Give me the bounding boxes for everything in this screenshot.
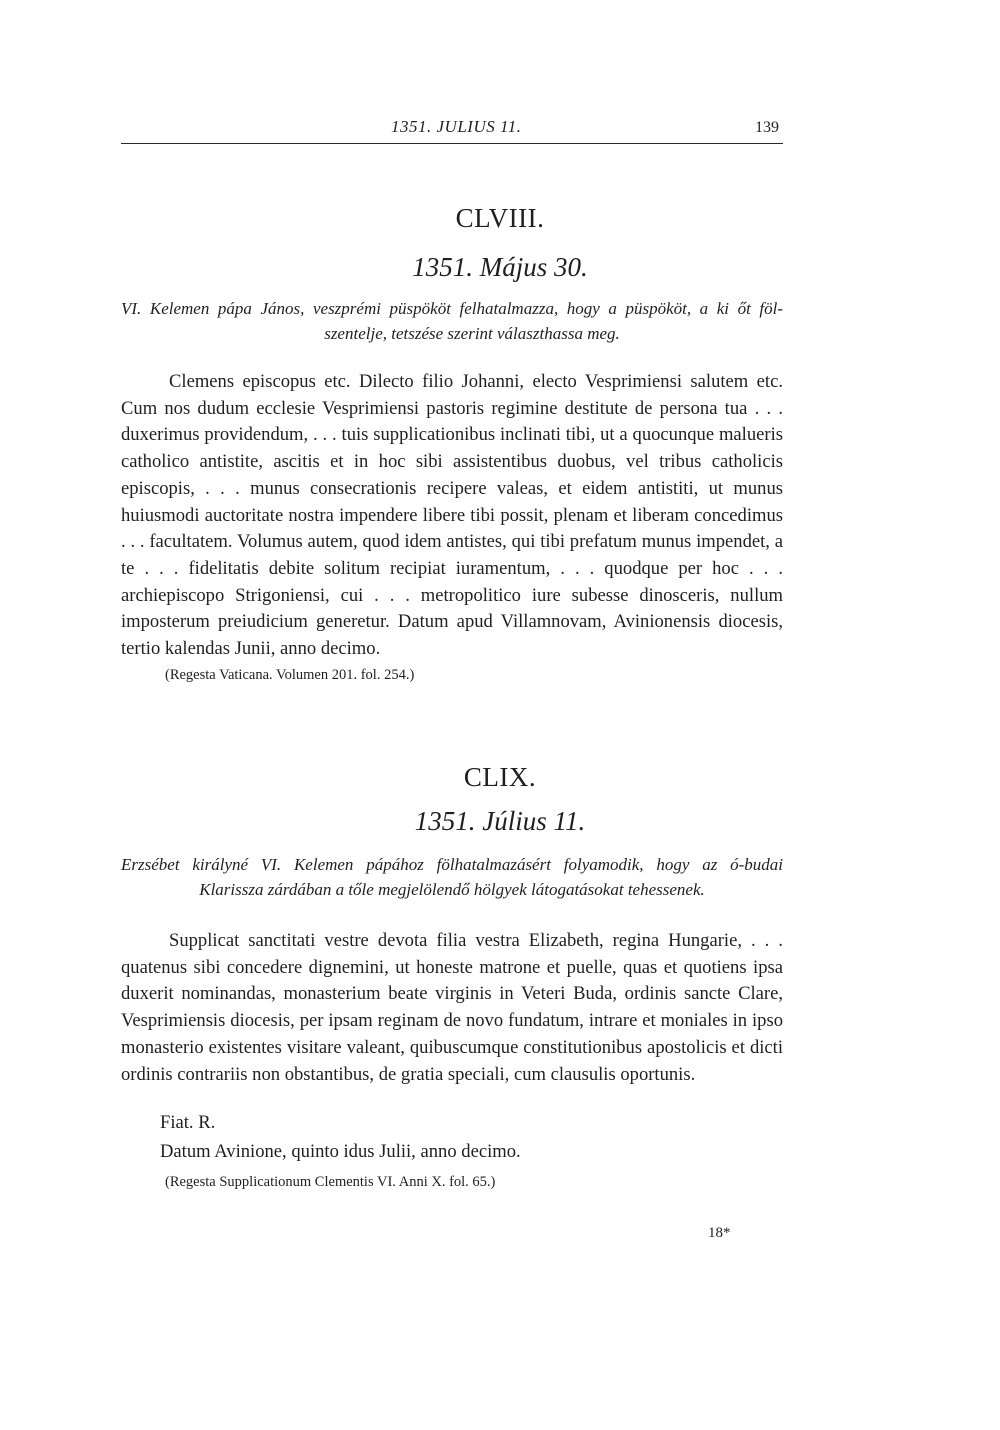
summary-line: szentelje, tetszése szerint választhassa meg. — [324, 324, 620, 343]
source-citation-clviii: (Regesta Vaticana. Volumen 201. fol. 254.) — [165, 667, 415, 683]
datum-line: Datum Avinione, quinto idus Julii, anno decimo. — [160, 1141, 521, 1162]
running-header — [121, 117, 783, 145]
summary-line: VI. Kelemen pápa János, veszprémi püspököt felhatalmazza, hogy a püspököt, a ki őt föl- — [121, 299, 783, 318]
document-body-clviii: Clemens episcopus etc. Dilecto filio Johanni, electo Vesprimiensi salutem etc. Cum nos dudum ecclesie Vesprimiensi pastoris regimine destitute de persona tua . . . duxerimus providendum, . . . tuis supplicationibus inclinati tibi, ut a quocunque malueris catholico antistite, ascitis et in hoc sibi assistentibus duobus, vel tribus catholicis episcopis, . . . munus consecrationis recipere valeas, et eidem antistiti, ut munus huiusmodi auctoritate nostra impendere libere tibi possit, plenam et liberam concedimus . . . facultatem. Volumus autem, quod idem antistes, qui tibi prefatum munus impendet, a te . . . fidelitatis debite solitum recipiat iuramentum, . . . quodque per hoc . . . archiepiscopo Strigoniensi, cui . . . metropolitico iure subesse dinosceris, nullum imposterum preiudicium generetur. Datum apud Villamnovam, Avinionensis diocesis, tertio kalendas Junii, anno decimo. — [121, 371, 783, 660]
source-citation-clix: (Regesta Supplicationum Clementis VI. Anni X. fol. 65.) — [165, 1174, 496, 1190]
document-body-clix: Supplicat sanctitati vestre devota filia vestra Elizabeth, regina Hungarie, . . . quatenus sibi concedere dignemini, ut honeste matrone et puelle, quas et quotiens ipsa duxerit nominandas, monasterium beate virginis in Veteri Buda, ordinis sancte Clare, Vesprimiensis diocesis, per ipsam reginam de novo fundatum, intrare et moniales in ipso monasterio existentes visitare valeant, quibuscumque constitutionibus apostolicis et dicti ordinis contrariis non obstantibus, de gratia speciali, cum clausulis oportunis. — [121, 930, 783, 1085]
document-summary-clix — [121, 852, 783, 902]
document-date-clviii: 1351. Május 30. — [412, 252, 588, 282]
header-rule — [121, 143, 783, 144]
document-summary-clviii — [121, 296, 783, 346]
document-date-clix: 1351. Július 11. — [414, 806, 586, 836]
document-number-clviii: CLVIII. — [455, 203, 545, 233]
page-number: 139 — [755, 119, 779, 136]
fiat-line: Fiat. R. — [160, 1112, 216, 1133]
sheet-signature: 18* — [708, 1225, 731, 1241]
summary-line: Erzsébet királyné VI. Kelemen pápához fölhatalmazásért folyamodik, hogy az ó-budai — [121, 855, 783, 874]
document-number-clix: CLIX. — [463, 762, 537, 792]
running-header-title: 1351. JULIUS 11. — [391, 117, 522, 136]
summary-line: Klarissza zárdában a tőle megjelölendő hölgyek látogatásokat tehessenek. — [199, 880, 705, 899]
